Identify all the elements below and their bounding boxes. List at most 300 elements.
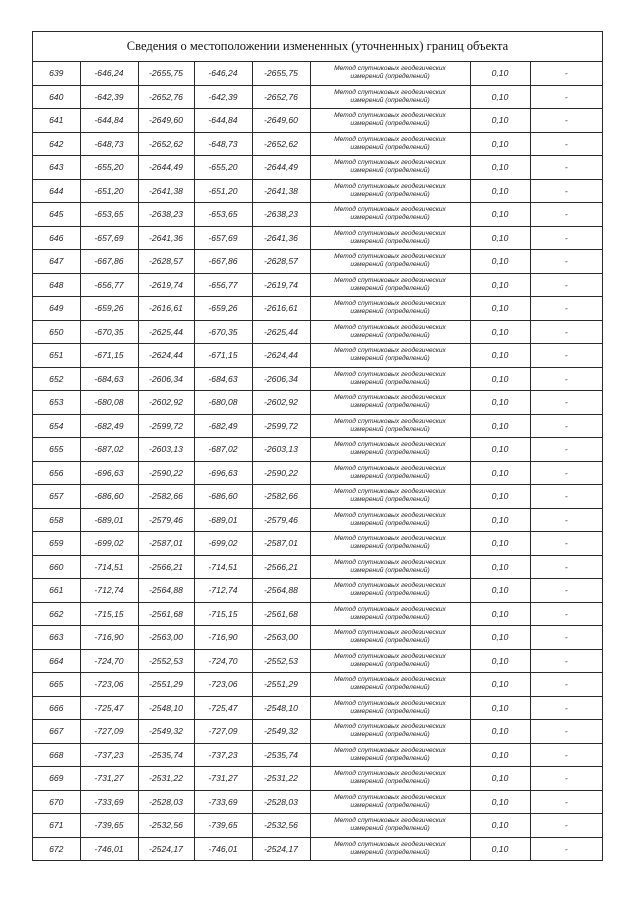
method-cell [310,837,470,860]
y-new-cell: -2628,57 [252,250,310,274]
table-row [33,250,602,274]
table-row [33,461,602,485]
y-existing-cell: -2590,22 [138,461,194,485]
y-new-cell: -2625,44 [252,320,310,344]
y-new-cell: -2602,92 [252,391,310,415]
method-line-1: Метод спутниковых геодезических [334,723,446,731]
x-existing-cell: -684,63 [80,367,138,391]
y-new-cell: -2638,23 [252,203,310,227]
y-new-cell: -2582,66 [252,485,310,509]
table-row [33,297,602,321]
method-line-1: Метод спутниковых геодезических [334,182,446,190]
y-new-cell: -2641,38 [252,179,310,203]
method-cell [310,179,470,203]
y-existing-cell: -2638,23 [138,203,194,227]
y-existing-cell: -2549,32 [138,720,194,744]
accuracy-cell: 0,10 [470,743,530,767]
table-row [33,414,602,438]
point-number-cell: 671 [33,814,80,838]
y-existing-cell: -2552,53 [138,649,194,673]
table-row [33,673,602,697]
table-row [33,579,602,603]
method-line-1: Метод спутниковых геодезических [334,582,446,590]
method-cell [310,814,470,838]
point-number-cell: 646 [33,226,80,250]
table-row [33,273,602,297]
x-new-cell: -733,69 [194,790,252,814]
accuracy-cell: 0,10 [470,226,530,250]
table-row [33,226,602,250]
table-row [33,62,602,85]
method-cell [310,320,470,344]
y-existing-cell: -2655,75 [138,62,194,85]
point-number-cell: 658 [33,508,80,532]
description-cell: - [530,767,602,791]
y-new-cell: -2564,88 [252,579,310,603]
y-existing-cell: -2563,00 [138,626,194,650]
y-new-cell: -2655,75 [252,62,310,85]
x-new-cell: -686,60 [194,485,252,509]
y-existing-cell: -2528,03 [138,790,194,814]
y-new-cell: -2590,22 [252,461,310,485]
table-row [33,485,602,509]
y-existing-cell: -2649,60 [138,109,194,133]
method-cell [310,720,470,744]
description-cell: - [530,508,602,532]
method-cell [310,790,470,814]
method-line-2: измерений (определений) [350,167,430,175]
x-new-cell: -746,01 [194,837,252,860]
x-existing-cell: -670,35 [80,320,138,344]
x-new-cell: -648,73 [194,132,252,156]
accuracy-cell: 0,10 [470,696,530,720]
description-cell: - [530,743,602,767]
x-new-cell: -651,20 [194,179,252,203]
y-new-cell: -2603,13 [252,438,310,462]
y-new-cell: -2641,36 [252,226,310,250]
y-new-cell: -2548,10 [252,696,310,720]
x-new-cell: -653,65 [194,203,252,227]
method-line-1: Метод спутниковых геодезических [334,793,446,801]
y-existing-cell: -2561,68 [138,602,194,626]
x-new-cell: -737,23 [194,743,252,767]
accuracy-cell: 0,10 [470,297,530,321]
point-number-cell: 649 [33,297,80,321]
table-row [33,555,602,579]
description-cell: - [530,203,602,227]
method-line-2: измерений (определений) [350,425,430,433]
method-line-1: Метод спутниковых геодезических [334,323,446,331]
x-new-cell: -684,63 [194,367,252,391]
method-line-1: Метод спутниковых геодезических [334,135,446,143]
method-line-2: измерений (определений) [350,355,430,363]
x-new-cell: -689,01 [194,508,252,532]
table-row [33,626,602,650]
y-existing-cell: -2548,10 [138,696,194,720]
method-line-1: Метод спутниковых геодезических [334,817,446,825]
x-new-cell: -739,65 [194,814,252,838]
table-row [33,109,602,133]
description-cell: - [530,532,602,556]
description-cell: - [530,696,602,720]
x-new-cell: -642,39 [194,85,252,109]
x-existing-cell: -733,69 [80,790,138,814]
method-line-2: измерений (определений) [350,590,430,598]
description-cell: - [530,485,602,509]
method-line-1: Метод спутниковых геодезических [334,159,446,167]
point-number-cell: 651 [33,344,80,368]
x-new-cell: -687,02 [194,438,252,462]
x-new-cell: -724,70 [194,649,252,673]
y-existing-cell: -2566,21 [138,555,194,579]
description-cell: - [530,814,602,838]
method-line-1: Метод спутниковых геодезических [334,394,446,402]
y-new-cell: -2552,53 [252,649,310,673]
method-cell [310,156,470,180]
method-cell [310,62,470,85]
method-line-1: Метод спутниковых геодезических [334,370,446,378]
table-row [33,391,602,415]
y-new-cell: -2528,03 [252,790,310,814]
accuracy-cell: 0,10 [470,391,530,415]
x-existing-cell: -714,51 [80,555,138,579]
description-cell: - [530,250,602,274]
point-number-cell: 653 [33,391,80,415]
x-existing-cell: -712,74 [80,579,138,603]
table-row [33,508,602,532]
method-line-1: Метод спутниковых геодезических [334,206,446,214]
x-new-cell: -646,24 [194,62,252,85]
method-line-2: измерений (определений) [350,613,430,621]
accuracy-cell: 0,10 [470,438,530,462]
method-line-1: Метод спутниковых геодезических [334,112,446,120]
x-existing-cell: -656,77 [80,273,138,297]
description-cell: - [530,156,602,180]
x-new-cell: -656,77 [194,273,252,297]
x-existing-cell: -724,70 [80,649,138,673]
method-cell [310,344,470,368]
point-number-cell: 655 [33,438,80,462]
x-new-cell: -667,86 [194,250,252,274]
y-new-cell: -2532,56 [252,814,310,838]
point-number-cell: 657 [33,485,80,509]
description-cell: - [530,320,602,344]
accuracy-cell: 0,10 [470,579,530,603]
accuracy-cell: 0,10 [470,179,530,203]
description-cell: - [530,109,602,133]
method-cell [310,297,470,321]
x-new-cell: -699,02 [194,532,252,556]
method-line-2: измерений (определений) [350,848,430,856]
point-number-cell: 644 [33,179,80,203]
x-new-cell: -723,06 [194,673,252,697]
accuracy-cell: 0,10 [470,602,530,626]
y-existing-cell: -2599,72 [138,414,194,438]
point-number-cell: 652 [33,367,80,391]
point-number-cell: 669 [33,767,80,791]
method-line-2: измерений (определений) [350,754,430,762]
method-line-1: Метод спутниковых геодезических [334,629,446,637]
y-new-cell: -2561,68 [252,602,310,626]
point-number-cell: 650 [33,320,80,344]
table-row [33,344,602,368]
method-cell [310,696,470,720]
y-existing-cell: -2652,76 [138,85,194,109]
y-existing-cell: -2625,44 [138,320,194,344]
x-existing-cell: -657,69 [80,226,138,250]
method-cell [310,226,470,250]
x-existing-cell: -687,02 [80,438,138,462]
description-cell: - [530,837,602,860]
table-title: Сведения о местоположении измененных (уточненных) границ объекта [33,32,602,62]
method-line-1: Метод спутниковых геодезических [334,535,446,543]
method-cell [310,391,470,415]
y-existing-cell: -2641,38 [138,179,194,203]
method-line-2: измерений (определений) [350,378,430,386]
y-new-cell: -2606,34 [252,367,310,391]
table-row [33,85,602,109]
x-new-cell: -731,27 [194,767,252,791]
x-existing-cell: -686,60 [80,485,138,509]
point-number-cell: 643 [33,156,80,180]
description-cell: - [530,297,602,321]
table-row [33,837,602,860]
x-new-cell: -712,74 [194,579,252,603]
x-existing-cell: -644,84 [80,109,138,133]
method-line-2: измерений (определений) [350,402,430,410]
description-cell: - [530,62,602,85]
table-row [33,814,602,838]
method-line-2: измерений (определений) [350,660,430,668]
boundary-table-sheet [32,31,603,861]
method-line-1: Метод спутниковых геодезических [334,464,446,472]
description-cell: - [530,438,602,462]
point-number-cell: 641 [33,109,80,133]
description-cell: - [530,391,602,415]
y-existing-cell: -2644,49 [138,156,194,180]
method-cell [310,508,470,532]
method-line-1: Метод спутниковых геодезических [334,276,446,284]
description-cell: - [530,273,602,297]
method-cell [310,367,470,391]
y-new-cell: -2524,17 [252,837,310,860]
description-cell: - [530,226,602,250]
method-cell [310,579,470,603]
method-line-2: измерений (определений) [350,284,430,292]
y-new-cell: -2652,76 [252,85,310,109]
y-existing-cell: -2535,74 [138,743,194,767]
y-existing-cell: -2579,46 [138,508,194,532]
x-new-cell: -725,47 [194,696,252,720]
method-line-2: измерений (определений) [350,214,430,222]
y-existing-cell: -2619,74 [138,273,194,297]
table-row [33,156,602,180]
accuracy-cell: 0,10 [470,273,530,297]
method-cell [310,485,470,509]
accuracy-cell: 0,10 [470,649,530,673]
accuracy-cell: 0,10 [470,790,530,814]
x-existing-cell: -667,86 [80,250,138,274]
y-new-cell: -2566,21 [252,555,310,579]
table-row [33,203,602,227]
x-existing-cell: -731,27 [80,767,138,791]
method-line-1: Метод спутниковых геодезических [334,676,446,684]
method-line-2: измерений (определений) [350,566,430,574]
method-cell [310,414,470,438]
x-existing-cell: -648,73 [80,132,138,156]
method-line-1: Метод спутниковых геодезических [334,840,446,848]
x-existing-cell: -746,01 [80,837,138,860]
table-row [33,696,602,720]
description-cell: - [530,720,602,744]
y-new-cell: -2644,49 [252,156,310,180]
accuracy-cell: 0,10 [470,720,530,744]
point-number-cell: 665 [33,673,80,697]
method-line-2: измерений (определений) [350,190,430,198]
x-new-cell: -659,26 [194,297,252,321]
x-new-cell: -714,51 [194,555,252,579]
accuracy-cell: 0,10 [470,203,530,227]
y-existing-cell: -2564,88 [138,579,194,603]
description-cell: - [530,85,602,109]
description-cell: - [530,555,602,579]
accuracy-cell: 0,10 [470,673,530,697]
method-line-1: Метод спутниковых геодезических [334,417,446,425]
x-existing-cell: -689,01 [80,508,138,532]
method-cell [310,743,470,767]
method-line-1: Метод спутниковых геодезических [334,229,446,237]
method-line-2: измерений (определений) [350,731,430,739]
y-new-cell: -2551,29 [252,673,310,697]
method-cell [310,532,470,556]
y-new-cell: -2649,60 [252,109,310,133]
method-cell [310,767,470,791]
method-line-1: Метод спутниковых геодезических [334,699,446,707]
coordinates-table [33,62,602,860]
accuracy-cell: 0,10 [470,367,530,391]
accuracy-cell: 0,10 [470,62,530,85]
x-new-cell: -671,15 [194,344,252,368]
y-existing-cell: -2587,01 [138,532,194,556]
description-cell: - [530,461,602,485]
y-existing-cell: -2616,61 [138,297,194,321]
point-number-cell: 659 [33,532,80,556]
table-row [33,767,602,791]
x-new-cell: -715,15 [194,602,252,626]
accuracy-cell: 0,10 [470,109,530,133]
method-cell [310,602,470,626]
y-existing-cell: -2551,29 [138,673,194,697]
y-new-cell: -2587,01 [252,532,310,556]
x-existing-cell: -671,15 [80,344,138,368]
method-line-1: Метод спутниковых геодезических [334,605,446,613]
method-line-2: измерений (определений) [350,96,430,104]
accuracy-cell: 0,10 [470,461,530,485]
accuracy-cell: 0,10 [470,485,530,509]
accuracy-cell: 0,10 [470,132,530,156]
x-existing-cell: -696,63 [80,461,138,485]
method-line-1: Метод спутниковых геодезических [334,511,446,519]
method-line-1: Метод спутниковых геодезических [334,488,446,496]
method-cell [310,203,470,227]
accuracy-cell: 0,10 [470,85,530,109]
method-line-1: Метод спутниковых геодезических [334,88,446,96]
method-cell [310,649,470,673]
description-cell: - [530,367,602,391]
y-existing-cell: -2624,44 [138,344,194,368]
x-new-cell: -682,49 [194,414,252,438]
description-cell: - [530,579,602,603]
point-number-cell: 639 [33,62,80,85]
x-existing-cell: -659,26 [80,297,138,321]
y-existing-cell: -2532,56 [138,814,194,838]
method-line-2: измерений (определений) [350,684,430,692]
y-new-cell: -2535,74 [252,743,310,767]
point-number-cell: 672 [33,837,80,860]
accuracy-cell: 0,10 [470,837,530,860]
method-line-1: Метод спутниковых геодезических [334,746,446,754]
y-existing-cell: -2531,22 [138,767,194,791]
point-number-cell: 640 [33,85,80,109]
point-number-cell: 648 [33,273,80,297]
point-number-cell: 660 [33,555,80,579]
y-new-cell: -2624,44 [252,344,310,368]
method-line-2: измерений (определений) [350,449,430,457]
method-line-2: измерений (определений) [350,825,430,833]
x-existing-cell: -655,20 [80,156,138,180]
accuracy-cell: 0,10 [470,250,530,274]
point-number-cell: 666 [33,696,80,720]
method-line-1: Метод спутниковых геодезических [334,347,446,355]
y-new-cell: -2616,61 [252,297,310,321]
method-line-2: измерений (определений) [350,261,430,269]
x-existing-cell: -651,20 [80,179,138,203]
x-existing-cell: -699,02 [80,532,138,556]
accuracy-cell: 0,10 [470,767,530,791]
description-cell: - [530,179,602,203]
description-cell: - [530,790,602,814]
method-line-1: Метод спутниковых геодезических [334,253,446,261]
method-line-2: измерений (определений) [350,801,430,809]
y-new-cell: -2619,74 [252,273,310,297]
table-row [33,320,602,344]
accuracy-cell: 0,10 [470,555,530,579]
x-new-cell: -680,08 [194,391,252,415]
method-cell [310,250,470,274]
accuracy-cell: 0,10 [470,532,530,556]
y-existing-cell: -2652,62 [138,132,194,156]
method-line-2: измерений (определений) [350,778,430,786]
method-line-2: измерений (определений) [350,707,430,715]
method-cell [310,461,470,485]
table-row [33,743,602,767]
accuracy-cell: 0,10 [470,814,530,838]
y-existing-cell: -2582,66 [138,485,194,509]
method-line-2: измерений (определений) [350,519,430,527]
method-line-2: измерений (определений) [350,637,430,645]
description-cell: - [530,649,602,673]
method-line-1: Метод спутниковых геодезических [334,65,446,73]
table-row [33,367,602,391]
y-new-cell: -2563,00 [252,626,310,650]
description-cell: - [530,414,602,438]
point-number-cell: 661 [33,579,80,603]
y-new-cell: -2531,22 [252,767,310,791]
point-number-cell: 668 [33,743,80,767]
table-body [33,62,602,860]
table-row [33,720,602,744]
accuracy-cell: 0,10 [470,156,530,180]
